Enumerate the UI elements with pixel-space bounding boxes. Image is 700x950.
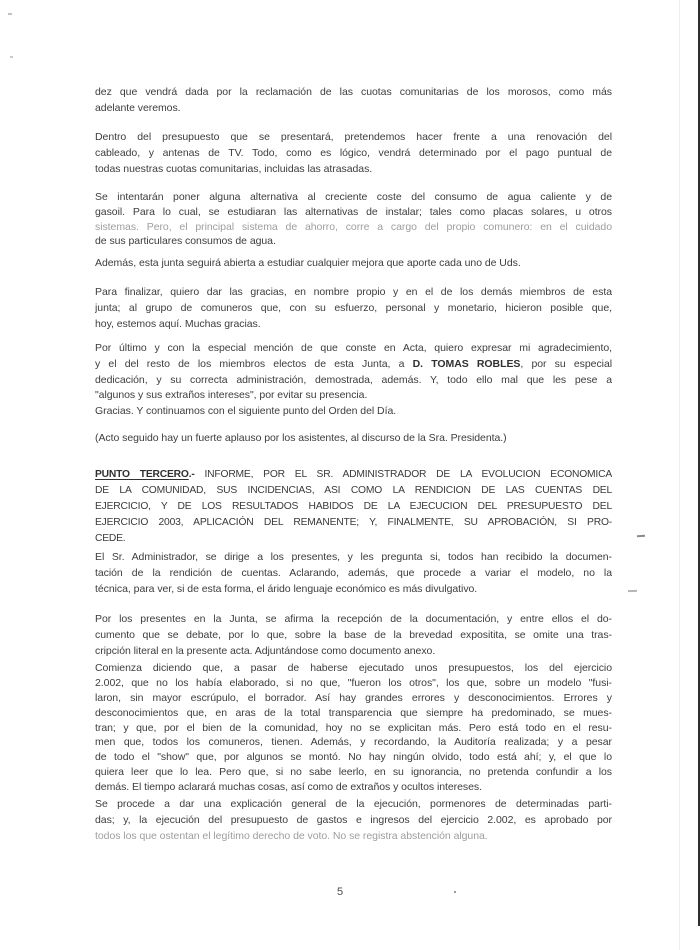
emphasized-name: D. TOMAS ROBLES: [412, 357, 521, 370]
text-line: cripción literal en la presente acta. Adjuntándose como documento anexo.: [95, 644, 436, 657]
paragraph: [95, 797, 612, 844]
text-line: [95, 357, 612, 373]
text-line: das; y, la ejecución del presupuesto de gastos e ingresos del ejercicio 2.002, es aprobado por: [95, 813, 612, 826]
text-line: junta; al grupo de comuneros que, con su esfuerzo, personal y monetario, hicieron posible que,: [95, 301, 612, 314]
scan-speck: [10, 56, 13, 58]
text-line: EJERCICIO, Y DE LOS RESULTADOS HABIDOS DE LA EJECUCION DEL PRESUPUESTO DEL: [95, 501, 612, 512]
text-line: desconocimientos que, en aras de la total transparencia que siempre ha predominado, se mues-: [95, 706, 612, 719]
text-line: Para finalizar, quiero dar las gracias, en nombre propio y en el de los demás miembros de esta: [95, 286, 612, 298]
paragraph: [95, 612, 612, 659]
text-line: de todo el "show" que, por algunos se montó. No hay ningún olvido, todo está ahí; y, el que lo: [95, 751, 612, 764]
text-line: Se intentarán poner alguna alternativa al creciente coste del consumo de agua caliente y de: [95, 191, 612, 203]
text-line: sistemas. Pero, el principal sistema de ahorro, corre a cargo del propio comunero: en el cuidado: [95, 220, 612, 233]
scan-speck: [628, 590, 637, 592]
text-line: laron, sin mayor escrúpulo, el borrador. Así hay grandes errores y desconocimientos. Errores y: [95, 691, 612, 704]
text-line: tación de la rendición de cuentas. Aclarando, además, que procede a variar el modelo, no la: [95, 566, 612, 579]
text-line: men que, todos los comuneros, tienen. Además, y recordando, la Auditoría realizada; y a pesar: [95, 736, 612, 749]
text-line: todas nuestras cuotas comunitarias, incluidas las atrasadas.: [95, 162, 373, 175]
scan-speck: [637, 535, 645, 537]
text-line: CEDE.: [95, 533, 126, 544]
text-line: Comienza diciendo que, a pasar de haberse ejecutado unos presupuestos, los del ejercicio: [95, 662, 612, 674]
paragraph: [95, 256, 612, 272]
text-line: Por último y con la especial mención de que conste en Acta, quiero expresar mi agradecimiento,: [95, 342, 612, 354]
paragraph: [95, 190, 612, 249]
page-number: 5: [336, 886, 344, 898]
scan-speck: [8, 13, 12, 15]
text-line: cumento que se debate, por lo que, sobre la base de la brevedad expositita, se omite una tras-: [95, 628, 612, 641]
paragraph: [95, 285, 612, 332]
paragraph: [95, 341, 612, 404]
heading-keyword: PUNTO TERCERO: [95, 469, 189, 480]
text-line: de sus particulares consumos de agua.: [95, 235, 276, 248]
paragraph: [95, 550, 612, 597]
paragraph: [95, 661, 612, 795]
text-line: tran; y que, por el bien de la comunidad, hoy no se explicitan más. Pero está todo en el resu-: [95, 721, 612, 734]
paragraph: [95, 431, 612, 447]
text-segment: y el del resto de los miembros electos de esta Junta, a: [95, 357, 413, 370]
text-line: El Sr. Administrador, se dirige a los presentes, y les pregunta si, todos han recibido la documen-: [95, 551, 612, 563]
scan-fold-line: [679, 0, 680, 950]
text-segment: , por su especial: [520, 357, 612, 370]
text-line: [95, 467, 612, 483]
paragraph: [95, 130, 612, 177]
section-heading: [95, 467, 612, 547]
text-line: Gracias. Y continuamos con el siguiente punto del Orden del Día.: [95, 405, 397, 417]
text-line: EJERCICIO 2003, APLICACIÓN DEL REMANENTE; Y, FINALMENTE, SU APROBACIÓN, SI PRO-: [95, 517, 612, 528]
text-line: (Acto seguido hay un fuerte aplauso por los asistentes, al discurso de la Sra. Presidenta.): [95, 432, 507, 444]
paragraph: [95, 404, 612, 420]
text-line: dez que vendrá dada por la reclamación de las cuotas comunitarias de los morosos, como más: [95, 86, 612, 98]
text-line: cableado, y antenas de TV. Todo, como es lógico, vendrá determinado por el pago puntual de: [95, 146, 612, 159]
text-line: 2.002, que no los había elaborado, si no que, "fueron los otros", los que, sobre un modelo "fusi-: [95, 676, 612, 689]
text-line: técnica, para ver, si de esta forma, el árido lenguaje económico es más divulgativo.: [95, 582, 478, 595]
text-line: DE LA COMUNIDAD, SUS INCIDENCIAS, ASI COMO LA RENDICION DE LAS CUENTAS DEL: [95, 485, 612, 496]
text-line: Por los presentes en la Junta, se afirma la recepción de la documentación, y entre ellos el do-: [95, 613, 612, 625]
scan-speck: [454, 891, 456, 893]
text-line: quiera leer que lo lea. Pero que, si no sabe leerlo, en su ignorancia, no pretenda confundir a los: [95, 766, 612, 779]
text-line: Se procede a dar una explicación general de la ejecución, pormenores de determinadas parti-: [95, 798, 612, 810]
text-line: Dentro del presupuesto que se presentará, pretendemos hacer frente a una renovación del: [95, 131, 612, 143]
text-line: dedicación, y su correcta administración, demostrada, además. Y, todo ello mal que les pese a: [95, 373, 612, 386]
text-line: "algunos y sus extraños intereses", por evitar su presencia.: [95, 389, 368, 402]
text-line: demás. El tiempo aclarará muchas cosas, así como de extraños y ocultos intereses.: [95, 781, 482, 794]
text-line: adelante veremos.: [95, 101, 181, 114]
text-line: todos los que ostentan el legítimo derecho de voto. No se registra abstención alguna.: [95, 829, 488, 842]
emphasized-name: .-: [188, 469, 195, 480]
text-line: hoy, estemos aquí. Muchas gracias.: [95, 317, 261, 330]
text-line: Además, esta junta seguirá abierta a estudiar cualquier mejora que aporte cada uno de Uds.: [95, 257, 521, 269]
text-line: gasoil. Para lo cual, se estudiaran las alternativas de instalar; tales como placas solares, u otros: [95, 205, 612, 218]
paragraph: [95, 85, 612, 117]
text-segment: INFORME, POR EL SR. ADMINISTRADOR DE LA EVOLUCION ECONOMICA: [194, 469, 612, 480]
